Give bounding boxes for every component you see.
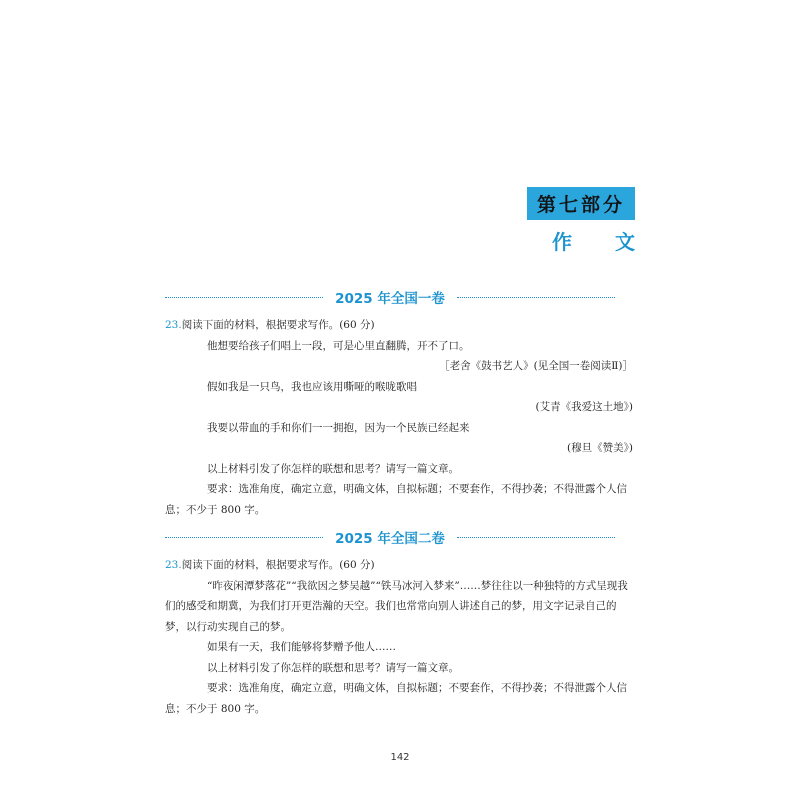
material-line: 我要以带血的手和你们一一拥抱，因为一个民族已经起来 <box>207 421 470 434</box>
section-title-1 <box>165 287 615 307</box>
question-block-2 <box>165 555 633 719</box>
material-source: (穆旦《赞美》) <box>567 442 633 454</box>
part-label: 第七部分 <box>527 187 635 220</box>
section-title-text: 2025 年全国二卷 <box>335 531 445 547</box>
section-title-2 <box>165 527 615 547</box>
question-number: 23. <box>165 559 182 571</box>
part-header <box>527 187 653 255</box>
question-line <box>165 555 633 576</box>
page-number: 142 <box>390 752 410 763</box>
material-paragraph: “昨夜闲潭梦落花”“我欲因之梦吴越”“铁马冰河入梦来”……梦往往以一种独特的方式呈现我们的感受和期冀，为我们打开更浩瀚的天空。我们也常常向别人讲述自己的梦，用文字记录自己的梦，以行动实现自己的梦。 <box>165 579 628 633</box>
question-text: 阅读下面的材料，根据要求写作。(60 分) <box>181 319 375 331</box>
part-title: 作 文 <box>552 230 653 254</box>
question-block-1 <box>165 315 633 520</box>
question-text: 阅读下面的材料，根据要求写作。(60 分) <box>181 559 375 571</box>
section-title-text: 2025 年全国一卷 <box>335 291 445 307</box>
writing-requirement: 要求：选准角度，确定立意，明确文体，自拟标题；不要套作，不得抄袭；不得泄露个人信息；不少于 800 字。 <box>165 483 627 516</box>
writing-requirement: 要求：选准角度，确定立意，明确文体，自拟标题；不要套作，不得抄袭；不得泄露个人信息；不少于 800 字。 <box>165 682 627 715</box>
divider <box>457 297 615 298</box>
material-paragraph: 如果有一天，我们能够将梦赠予他人…… <box>207 641 396 653</box>
writing-prompt: 以上材料引发了你怎样的联想和思考？请写一篇文章。 <box>207 462 459 475</box>
divider <box>457 537 615 538</box>
writing-prompt: 以上材料引发了你怎样的联想和思考？请写一篇文章。 <box>207 661 459 674</box>
material-line: 他想要给孩子们唱上一段，可是心里直翻腾，开不了口。 <box>207 339 470 352</box>
material-source: (艾青《我爱这土地》) <box>535 401 633 413</box>
divider <box>165 537 323 538</box>
question-line <box>165 315 633 336</box>
material-source: ［老舍《鼓书艺人》(见全国一卷阅读Ⅱ)］ <box>439 360 633 372</box>
material-line: 假如我是一只鸟，我也应该用嘶哑的喉咙歌唱 <box>207 380 417 393</box>
question-number: 23. <box>165 319 182 331</box>
divider <box>165 297 323 298</box>
